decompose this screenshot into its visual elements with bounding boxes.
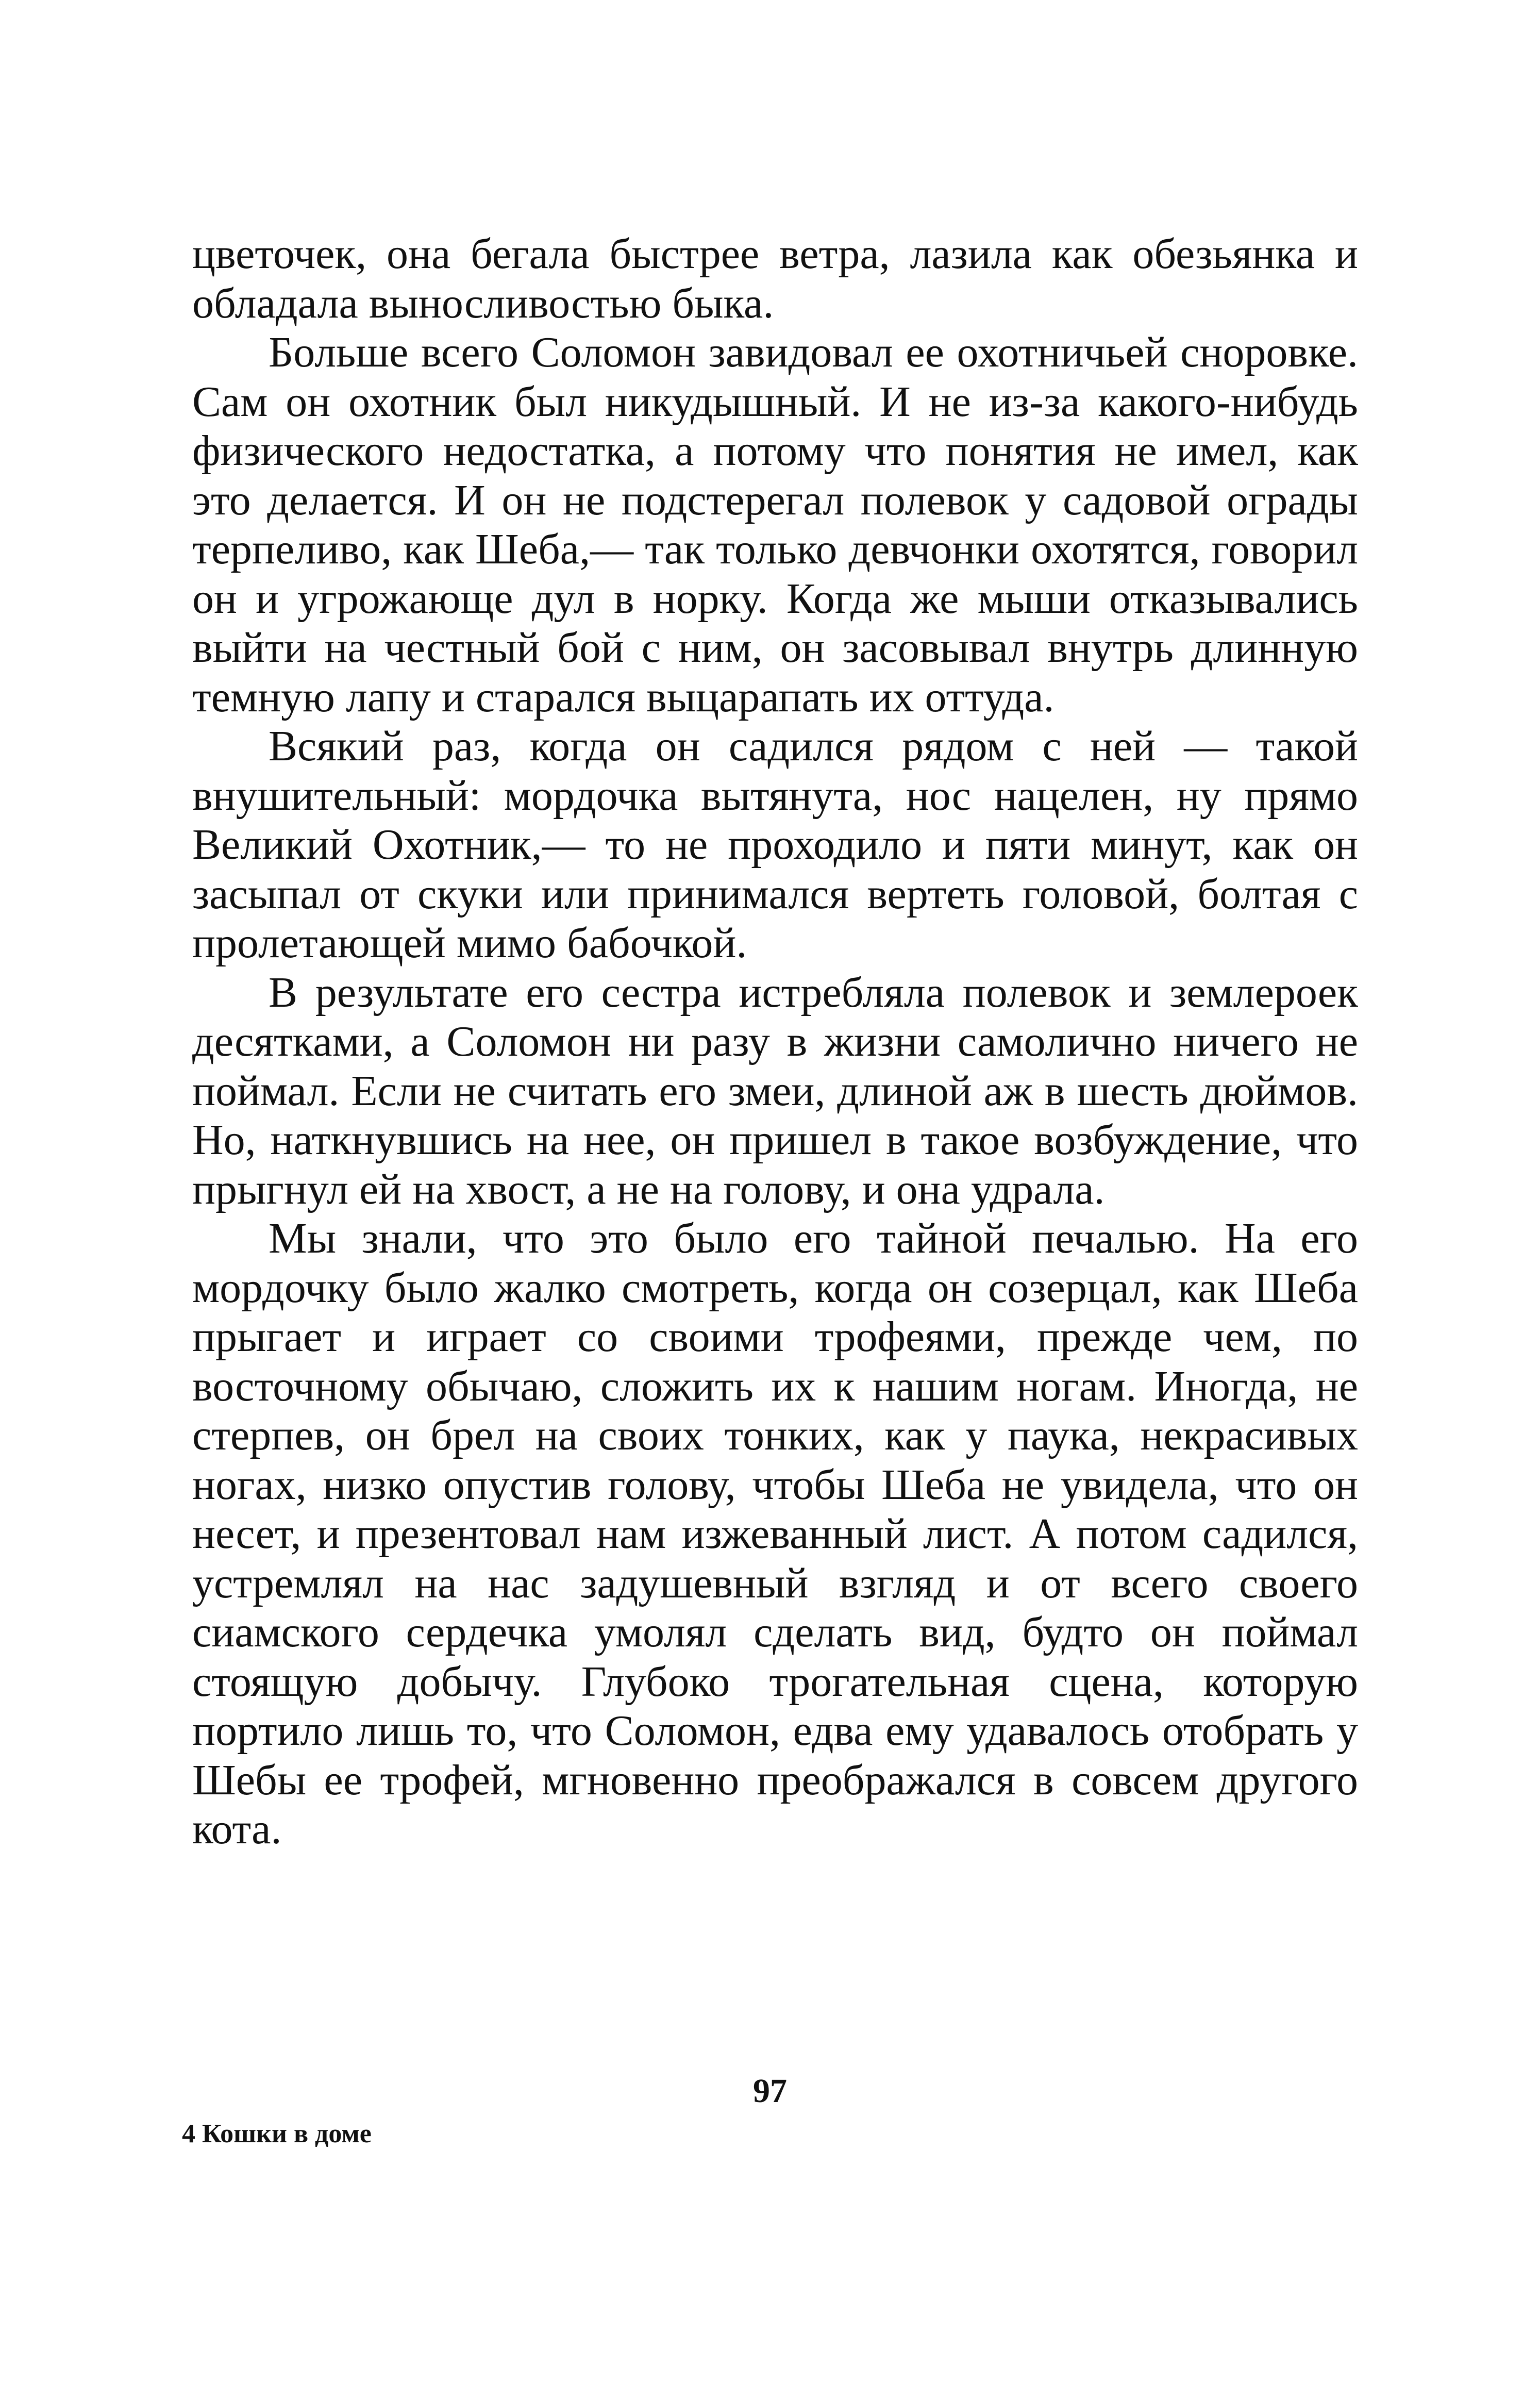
paragraph: Больше всего Соломон завидовал ее охотничьей сноровке. Сам он охотник был никудышный. И не из-за какого-нибудь физического недостатка, а потому что понятия не имел, как это делается. И он не подстерегал полевок у садовой ограды терпеливо, как Шеба,— так только девчонки охотятся, говорил он и угрожающе дул в норку. Когда же мыши отказывались выйти на честный бой с ним, он засовывал внутрь длинную темную лапу и старался выцарапать их оттуда. xyxy=(192,328,1358,721)
page-number: 97 xyxy=(753,2072,787,2110)
paragraph: Мы знали, что это было его тайной печалью. На его мордочку было жалко смотреть, когда он созерцал, как Шеба прыгает и играет со своими трофеями, прежде чем, по восточному обычаю, сложить их к нашим ногам. Иногда, не стерпев, он брел на своих тонких, как у паука, некрасивых ногах, низко опустив голову, чтобы Шеба не увидела, что он несет, и презентовал нам изжеванный лист. А потом садился, устремлял на нас задушевный взгляд и от всего своего сиамского сердечка умолял сделать вид, будто он поймал стоящую добычу. Глубоко трогательная сцена, которую портило лишь то, что Соломон, едва ему удавалось отобрать у Шебы ее трофей, мгновенно преображался в совсем другого кота. xyxy=(192,1214,1358,1853)
printer-signature: 4 Кошки в доме xyxy=(182,2119,372,2148)
paragraph: В результате его сестра истребляла полевок и землероек десятками, а Соломон ни разу в жизни самолично ничего не поймал. Если не считать его змеи, длиной аж в шесть дюймов. Но, наткнувшись на нее, он пришел в такое возбуждение, что прыгнул ей на хвост, а не на голову, и она удрала. xyxy=(192,968,1358,1213)
paragraph: Всякий раз, когда он садился рядом с ней — такой внушительный: мордочка вытянута, нос нацелен, ну прямо Великий Охотник,— то не проходило и пяти минут, как он засыпал от скуки или принимался вертеть головой, болтая с пролетающей мимо бабочкой. xyxy=(192,722,1358,967)
paragraph-continuation: цветочек, она бегала быстрее ветра, лазила как обезьянка и обладала выносливостью быка. xyxy=(192,230,1358,327)
body-text xyxy=(192,229,1358,1854)
